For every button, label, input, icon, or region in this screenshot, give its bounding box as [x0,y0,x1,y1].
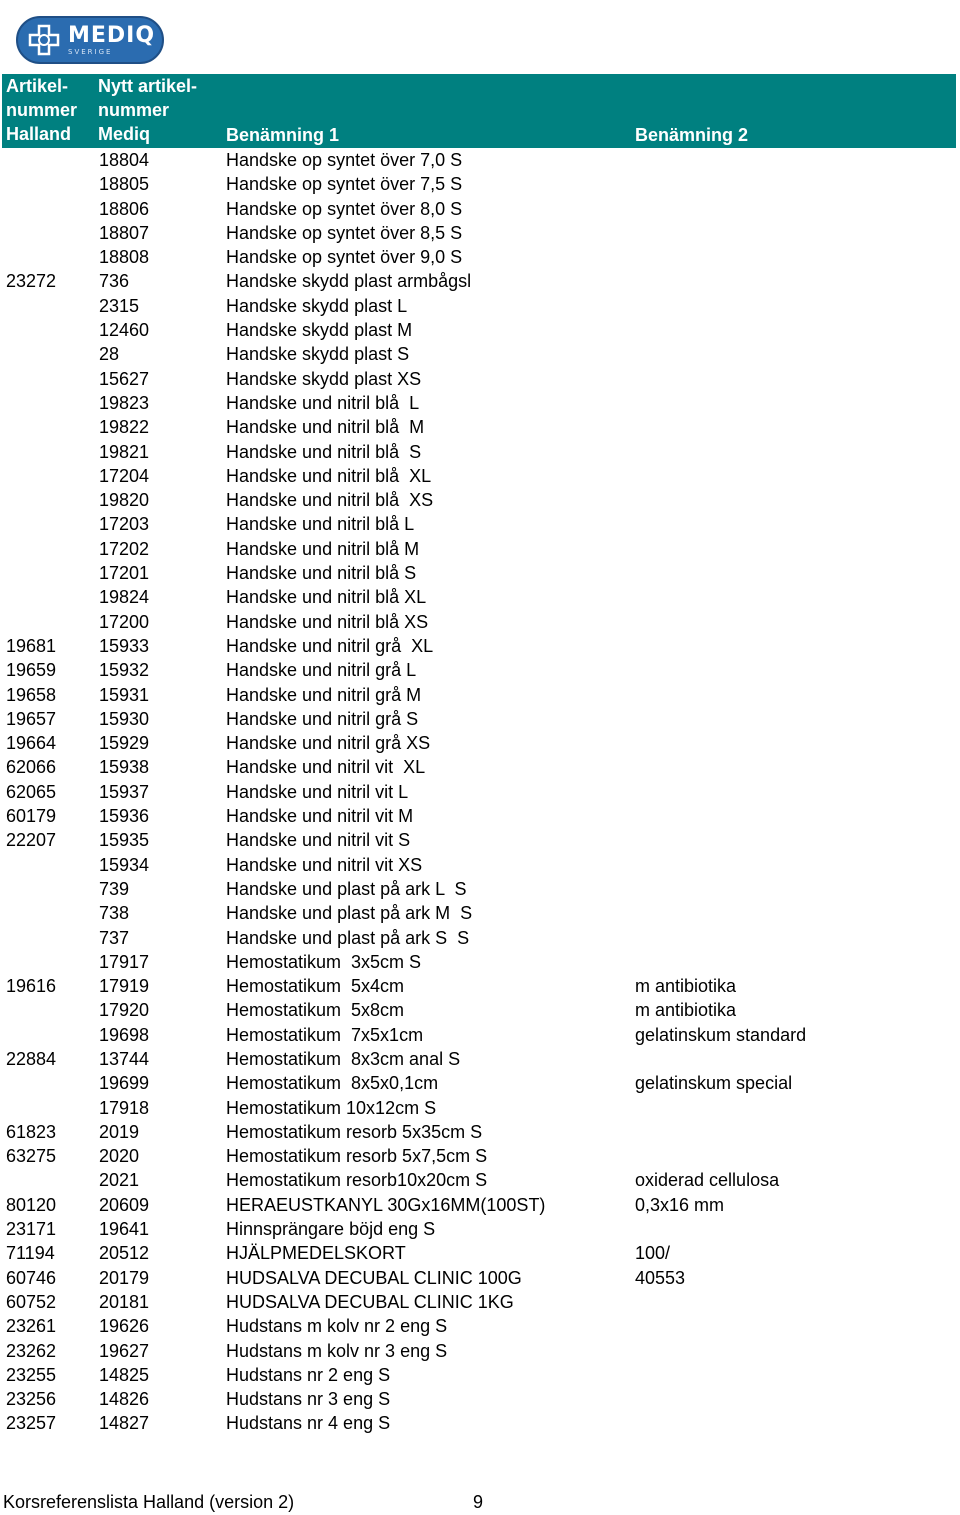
cell-benamning-1: Handske skydd plast M [226,320,413,341]
cell-benamning-1: Handske und plast på ark L S [226,878,467,899]
cell-benamning-1: Hudstans nr 3 eng S [226,1389,391,1410]
table-row [0,585,960,609]
cell-artikelnummer-halland: 60179 [6,806,57,827]
cell-artikelnummer-mediq: 737 [99,927,130,948]
table-row [0,440,960,464]
header-benamning-2: Benämning 2 [635,125,749,145]
table-row [0,367,960,391]
cell-benamning-1: Handske und nitril blå L [226,392,420,413]
table-row [0,1193,960,1217]
cell-benamning-1: Hinnsprängare böjd eng S [226,1219,436,1240]
table-row [0,974,960,998]
cell-artikelnummer-mediq: 19699 [99,1073,150,1094]
cell-artikelnummer-mediq: 18804 [99,150,150,170]
table-row [0,901,960,925]
cell-benamning-1: Handske skydd plast XS [226,368,422,389]
cell-artikelnummer-halland: 60752 [6,1291,57,1312]
cell-artikelnummer-mediq: 19823 [99,392,150,413]
cell-benamning-1: HUDSALVA DECUBAL CLINIC 100G [226,1267,522,1288]
cell-artikelnummer-mediq: 2020 [99,1146,140,1167]
cell-benamning-1: Hemostatikum resorb10x20cm S [226,1170,488,1191]
cell-artikelnummer-mediq: 15929 [99,733,150,754]
cell-benamning-1: HUDSALVA DECUBAL CLINIC 1KG [226,1291,514,1312]
cell-benamning-1: Handske skydd plast armbågsl [226,271,472,292]
cell-benamning-1: Hemostatikum 5x4cm [226,976,405,997]
table-row [0,561,960,585]
header-nytt-artikelnummer-mediq: Nytt artikel- nummer Mediq [98,76,198,144]
table-header [2,74,956,148]
cell-artikelnummer-mediq: 17919 [99,976,150,997]
table-row [0,1339,960,1363]
cell-artikelnummer-mediq: 19698 [99,1024,150,1045]
table-row [0,683,960,707]
cell-benamning-1: Hemostatikum resorb 5x35cm S [226,1121,483,1142]
cell-benamning-1: Handske op syntet över 9,0 S [226,247,463,268]
cell-benamning-1: Handske op syntet över 8,0 S [226,198,463,219]
table-row [0,1096,960,1120]
table-row [0,634,960,658]
cell-artikelnummer-mediq: 13744 [99,1048,150,1069]
table-row [0,1363,960,1387]
table-row [0,342,960,366]
cell-artikelnummer-mediq: 18806 [99,198,150,219]
table-row [0,853,960,877]
table-row [0,1217,960,1241]
table-row [0,1120,960,1144]
cell-artikelnummer-mediq: 19627 [99,1340,150,1361]
cell-artikelnummer-mediq: 15938 [99,757,150,778]
cell-benamning-1: Handske und nitril vit S [226,830,411,851]
table-row [0,488,960,512]
table-row [0,1071,960,1095]
cell-artikelnummer-mediq: 14827 [99,1413,150,1434]
cell-artikelnummer-halland: 23272 [6,271,57,292]
cell-artikelnummer-mediq: 17917 [99,951,150,972]
cell-benamning-2: 100/ [635,1243,671,1264]
cell-benamning-1: Hemostatikum 8x3cm anal S [226,1048,461,1069]
cell-artikelnummer-mediq: 17200 [99,611,150,632]
table-row [0,755,960,779]
cell-benamning-1: Hudstans m kolv nr 2 eng S [226,1316,448,1337]
cell-artikelnummer-mediq: 19821 [99,441,150,462]
cell-benamning-1: Hudstans m kolv nr 3 eng S [226,1340,448,1361]
logo-name: MEDIQ [68,22,156,48]
table-row [0,537,960,561]
cell-artikelnummer-halland: 62066 [6,757,57,778]
footer-title: Korsreferenslista Halland (version 2) [3,1492,295,1512]
cell-artikelnummer-mediq: 19626 [99,1316,150,1337]
cell-benamning-2: m antibiotika [635,1000,737,1021]
cell-benamning-1: Handske op syntet över 7,0 S [226,150,463,170]
table-row [0,1266,960,1290]
cell-artikelnummer-mediq: 17204 [99,465,150,486]
table-row [0,221,960,245]
table-row [0,1290,960,1314]
table-row [0,1023,960,1047]
cell-artikelnummer-halland: 19616 [6,976,57,997]
cell-benamning-1: Handske und nitril grå M [226,684,422,705]
cell-artikelnummer-halland: 23262 [6,1340,57,1361]
cell-artikelnummer-mediq: 19641 [99,1219,150,1240]
cell-artikelnummer-halland: 62065 [6,781,57,802]
cell-artikelnummer-mediq: 15936 [99,806,150,827]
cell-benamning-1: Hemostatikum 5x8cm [226,1000,405,1021]
cell-artikelnummer-halland: 23256 [6,1389,57,1410]
cell-benamning-2: gelatinskum special [635,1073,793,1094]
cell-artikelnummer-mediq: 19820 [99,490,150,511]
cell-benamning-1: HERAEUSTKANYL 30Gx16MM(100ST) [226,1194,546,1215]
cell-benamning-1: Handske und nitril vit XL [226,757,426,778]
cell-benamning-2: 40553 [635,1267,686,1288]
table-row [0,269,960,293]
cell-artikelnummer-mediq: 18808 [99,247,150,268]
cell-artikelnummer-halland: 22207 [6,830,57,851]
table-row [0,318,960,342]
cell-artikelnummer-halland: 19659 [6,660,57,681]
table-row [0,780,960,804]
cell-artikelnummer-halland: 23255 [6,1364,57,1385]
cell-benamning-1: Hemostatikum 7x5x1cm [226,1024,424,1045]
cell-benamning-1: Handske skydd plast L [226,295,408,316]
cell-benamning-2: gelatinskum standard [635,1024,807,1045]
cell-benamning-1: Hudstans nr 4 eng S [226,1413,391,1434]
cell-artikelnummer-halland: 19657 [6,708,57,729]
table-row [0,1047,960,1071]
header-artikelnummer-halland: Artikel- nummer Halland [6,76,78,144]
table-row [0,464,960,488]
logo-subtitle: SVERIGE [68,47,113,56]
table-row [0,610,960,634]
cell-benamning-1: Handske und nitril blå XL [226,465,432,486]
table-row [0,828,960,852]
cell-benamning-1: Handske und nitril blå XS [226,490,434,511]
cell-artikelnummer-halland: 23257 [6,1413,57,1434]
table-row [0,1411,960,1435]
table-row [0,1387,960,1411]
cell-artikelnummer-halland: 23261 [6,1316,57,1337]
cell-artikelnummer-halland: 61823 [6,1121,57,1142]
cell-artikelnummer-mediq: 14826 [99,1389,150,1410]
cell-benamning-1: Handske op syntet över 7,5 S [226,174,463,195]
cell-artikelnummer-mediq: 14825 [99,1364,150,1385]
header-benamning-1: Benämning 1 [226,125,340,145]
cell-benamning-1: Hemostatikum 8x5x0,1cm [226,1073,439,1094]
cell-benamning-1: Handske und nitril blå XL [226,587,427,608]
cell-benamning-1: Hemostatikum resorb 5x7,5cm S [226,1146,488,1167]
cell-artikelnummer-mediq: 15627 [99,368,150,389]
cell-benamning-1: Hemostatikum 10x12cm S [226,1097,437,1118]
cell-artikelnummer-mediq: 15937 [99,781,150,802]
table-row [0,512,960,536]
table-row [0,1144,960,1168]
cell-benamning-1: Hemostatikum 3x5cm S [226,951,422,972]
cell-benamning-1: Handske und nitril vit M [226,806,414,827]
cell-artikelnummer-halland: 19664 [6,733,57,754]
cell-artikelnummer-mediq: 20181 [99,1291,150,1312]
cell-artikelnummer-mediq: 28 [99,344,120,365]
cell-artikelnummer-mediq: 17203 [99,514,150,535]
table-row [0,1314,960,1338]
table-row [0,1241,960,1265]
cell-benamning-2: oxiderad cellulosa [635,1170,780,1191]
cell-artikelnummer-mediq: 15935 [99,830,150,851]
cell-artikelnummer-mediq: 19822 [99,417,150,438]
page-number: 9 [473,1492,484,1512]
table-row [0,391,960,415]
cell-benamning-1: Handske und nitril blå M [226,538,420,559]
cell-benamning-1: Handske und nitril grå L [226,660,417,681]
cell-benamning-1: HJÄLPMEDELSKORT [226,1243,406,1264]
cell-benamning-2: m antibiotika [635,976,737,997]
cell-benamning-1: Handske und nitril blå L [226,514,415,535]
medical-cross-icon [24,20,64,60]
cell-artikelnummer-halland: 60746 [6,1267,57,1288]
table-row [0,804,960,828]
cell-artikelnummer-mediq: 17918 [99,1097,150,1118]
cell-artikelnummer-mediq: 17202 [99,538,150,559]
table-row [0,415,960,439]
cell-artikelnummer-mediq: 15930 [99,708,150,729]
table-row [0,998,960,1022]
cell-benamning-1: Hudstans nr 2 eng S [226,1364,391,1385]
cell-benamning-1: Handske und nitril blå S [226,563,417,584]
cell-artikelnummer-mediq: 15931 [99,684,150,705]
cell-artikelnummer-mediq: 20179 [99,1267,150,1288]
cell-artikelnummer-halland: 80120 [6,1194,57,1215]
cell-benamning-1: Handske und nitril grå XS [226,733,431,754]
cell-benamning-1: Handske und plast på ark S S [226,927,470,948]
cell-artikelnummer-mediq: 20609 [99,1194,150,1215]
table-row [0,707,960,731]
cell-artikelnummer-halland: 71194 [6,1243,55,1264]
cell-artikelnummer-mediq: 2021 [99,1170,140,1191]
table-row [0,294,960,318]
cell-artikelnummer-halland: 19681 [6,635,57,656]
cell-artikelnummer-mediq: 2315 [99,295,140,316]
cell-benamning-1: Handske op syntet över 8,5 S [226,222,463,243]
cell-artikelnummer-halland: 22884 [6,1048,57,1069]
cell-artikelnummer-mediq: 17201 [99,563,150,584]
cell-benamning-1: Handske und nitril vit XS [226,854,423,875]
table-row [0,1168,960,1192]
cell-artikelnummer-mediq: 18807 [99,222,150,243]
cell-artikelnummer-mediq: 18805 [99,174,150,195]
cell-artikelnummer-mediq: 15934 [99,854,150,875]
cell-artikelnummer-halland: 19658 [6,684,57,705]
cell-artikelnummer-mediq: 15932 [99,660,150,681]
cell-benamning-1: Handske skydd plast S [226,344,410,365]
table-body [0,148,960,1436]
mediq-logo [16,16,164,64]
cell-artikelnummer-mediq: 17920 [99,1000,150,1021]
cell-benamning-1: Handske und nitril vit L [226,781,409,802]
cell-artikelnummer-halland: 23171 [6,1219,57,1240]
cell-artikelnummer-mediq: 20512 [99,1243,150,1264]
cell-artikelnummer-mediq: 19824 [99,587,150,608]
table-row [0,172,960,196]
cell-benamning-1: Handske und nitril blå XS [226,611,429,632]
table-row [0,245,960,269]
table-row [0,658,960,682]
cell-artikelnummer-mediq: 739 [99,878,130,899]
cell-artikelnummer-mediq: 2019 [99,1121,140,1142]
cell-artikelnummer-halland: 63275 [6,1146,57,1167]
cell-benamning-1: Handske und plast på ark M S [226,903,473,924]
cell-benamning-2: 0,3x16 mm [635,1194,725,1215]
cell-artikelnummer-mediq: 12460 [99,320,150,341]
cell-benamning-1: Handske und nitril grå XL [226,635,434,656]
table-row [0,731,960,755]
cell-benamning-1: Handske und nitril blå M [226,417,425,438]
table-row [0,197,960,221]
cell-artikelnummer-mediq: 15933 [99,635,150,656]
table-row [0,926,960,950]
cell-artikelnummer-mediq: 738 [99,903,130,924]
cell-artikelnummer-mediq: 736 [99,271,130,292]
table-row [0,877,960,901]
table-row [0,148,960,172]
cell-benamning-1: Handske und nitril grå S [226,708,419,729]
cell-benamning-1: Handske und nitril blå S [226,441,422,462]
table-row [0,950,960,974]
